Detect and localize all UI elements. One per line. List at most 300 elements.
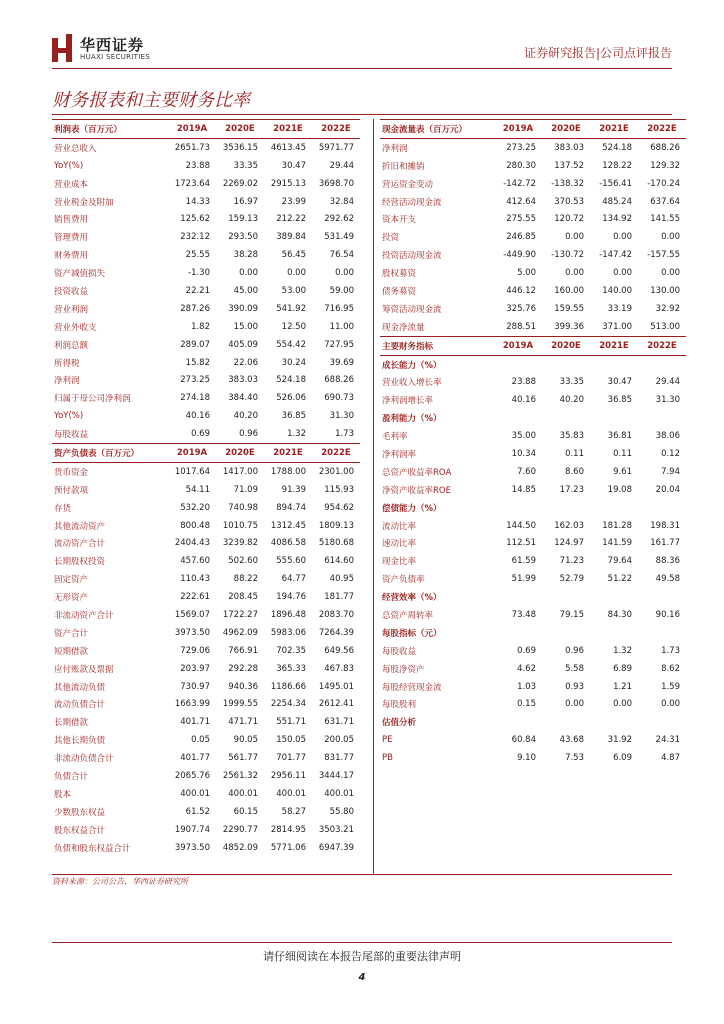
table-row (52, 534, 360, 552)
row-label: YoY(%) (54, 411, 84, 422)
table-row (52, 678, 360, 696)
cell-value: 370.53 (554, 196, 584, 207)
row-label: 其他流动负债 (54, 682, 106, 693)
cell-value: 3503.21 (318, 824, 354, 835)
cell-value: 161.77 (650, 538, 680, 549)
row-label: 营业收入增长率 (382, 378, 442, 389)
cell-value: 288.51 (506, 321, 536, 332)
row-label: 投资收益 (54, 286, 89, 297)
table-row (380, 534, 686, 552)
cell-value (638, 713, 686, 731)
cell-value: -1.30 (188, 268, 210, 279)
table-row (52, 606, 360, 624)
cell-value: 181.77 (324, 592, 354, 603)
cell-value: 5.00 (517, 268, 536, 279)
row-label: 资本开支 (382, 215, 417, 226)
cell-value: 17.23 (559, 484, 584, 495)
cell-value: 0.00 (239, 268, 258, 279)
cell-value: 729.06 (180, 645, 210, 656)
row-label: 利润表（百万元） (52, 120, 168, 139)
cell-value: 203.97 (180, 663, 210, 674)
cell-value: 467.83 (324, 663, 354, 674)
cell-value: 1.59 (661, 681, 680, 692)
row-label: 少数股东权益 (54, 807, 106, 818)
cell-value: 56.45 (281, 250, 306, 261)
cell-value: 513.00 (650, 321, 680, 332)
cell-value: 2301.00 (318, 466, 354, 477)
cell-value: 502.60 (228, 556, 258, 567)
table-row (52, 157, 360, 175)
cell-value: 30.47 (281, 160, 306, 171)
cell-value: 15.00 (233, 321, 258, 332)
table-row (380, 138, 686, 156)
row-label: 现金流量表（百万元） (380, 120, 494, 139)
cell-value: 60.15 (233, 806, 258, 817)
cell-value: 3536.15 (222, 142, 258, 153)
cell-value: 554.42 (276, 339, 306, 350)
cell-value: 740.98 (228, 502, 258, 513)
cell-value: 1.73 (661, 645, 680, 656)
cell-value: 4962.09 (222, 627, 258, 638)
cell-value: 287.26 (180, 303, 210, 314)
cell-value: 38.06 (655, 431, 680, 442)
table-row (380, 463, 686, 481)
cell-value: 40.16 (185, 411, 210, 422)
row-label: 每股收益 (54, 430, 89, 441)
cell-value: 22.06 (233, 357, 258, 368)
table-header-row (380, 120, 686, 139)
cell-value: 485.24 (602, 196, 632, 207)
cell-value (494, 588, 542, 606)
cell-value: 91.39 (281, 484, 306, 495)
legal-disclaimer: 请仔细阅读在本报告尾部的重要法律声明 (263, 950, 461, 963)
cell-value: 59.00 (329, 285, 354, 296)
row-label: 归属于母公司净利润 (54, 394, 131, 405)
cell-value: 134.92 (602, 214, 632, 225)
table-row (52, 210, 360, 228)
cell-value: 2020E (542, 120, 590, 139)
cell-value: 53.00 (281, 285, 306, 296)
cell-value: 5.58 (565, 663, 584, 674)
row-label: 速动比率 (382, 539, 417, 550)
cell-value: 129.32 (650, 160, 680, 171)
cell-value: 12.50 (281, 321, 306, 332)
table-row (380, 300, 686, 318)
cell-value: 1.03 (517, 681, 536, 692)
table-subheader-row (380, 355, 686, 373)
cell-value: 412.64 (506, 196, 536, 207)
cell-value: 52.79 (559, 574, 584, 585)
row-label: 长期股权投资 (54, 557, 106, 568)
row-label: 每股经营现金流 (382, 682, 442, 693)
row-label: 营业成本 (54, 179, 89, 190)
row-label: 净资产收益率ROE (382, 485, 451, 496)
row-label: 长期借款 (54, 718, 89, 729)
cell-value: 0.69 (191, 429, 210, 440)
cell-value: 125.62 (180, 214, 210, 225)
row-label: 财务费用 (54, 251, 89, 262)
table-bottom-divider (52, 874, 672, 875)
cell-value: 54.11 (185, 484, 210, 495)
row-label: 股本 (54, 789, 72, 800)
cell-value: 0.69 (517, 645, 536, 656)
cell-value (638, 624, 686, 642)
row-label: 营业总收入 (54, 143, 97, 154)
cell-value: 9.61 (613, 466, 632, 477)
cell-value: 5771.06 (270, 842, 306, 853)
cell-value: 293.50 (228, 232, 258, 243)
cell-value: 1186.66 (270, 681, 306, 692)
cell-value: 32.84 (329, 196, 354, 207)
row-label: 每股股利 (382, 700, 417, 711)
table-row (380, 517, 686, 535)
cell-value: 14.85 (511, 484, 536, 495)
cell-value: 389.84 (276, 232, 306, 243)
footer-divider (52, 942, 672, 943)
table-row (52, 499, 360, 517)
row-label: 固定资产 (54, 575, 89, 586)
cell-value: 0.00 (335, 268, 354, 279)
table-row (380, 660, 686, 678)
cell-value: 71.23 (559, 556, 584, 567)
table-row (52, 407, 360, 425)
table-row (380, 246, 686, 264)
table-row (52, 588, 360, 606)
cell-value: 30.47 (607, 377, 632, 388)
cell-value: 140.00 (602, 285, 632, 296)
row-label: 成长能力（%） (382, 360, 442, 371)
cell-value: 1.82 (191, 321, 210, 332)
cell-value: 365.33 (276, 663, 306, 674)
cell-value: 200.05 (324, 735, 354, 746)
cell-value (590, 588, 638, 606)
cell-value (494, 355, 542, 373)
cell-value: 0.15 (517, 699, 536, 710)
table-row (52, 642, 360, 660)
row-label: 所得税 (54, 358, 80, 369)
cell-value: 2022E (312, 120, 360, 139)
brand-name: 华西证券 (80, 36, 145, 54)
table-row (380, 678, 686, 696)
cell-value: 0.00 (613, 268, 632, 279)
row-label: 无形资产 (54, 593, 89, 604)
cell-value: -147.42 (599, 250, 632, 261)
cell-value: 64.77 (281, 574, 306, 585)
cell-value: 2022E (638, 336, 686, 355)
cell-value: 0.93 (565, 681, 584, 692)
cell-value: 2022E (638, 120, 686, 139)
cell-value (590, 713, 638, 731)
cell-value: 90.05 (233, 735, 258, 746)
row-label: 净利润 (382, 143, 408, 154)
cell-value: 2915.13 (270, 178, 306, 189)
cell-value: 14.33 (185, 196, 210, 207)
cell-value: 60.84 (511, 735, 536, 746)
cell-value: 40.20 (559, 395, 584, 406)
cell-value: -170.24 (647, 178, 680, 189)
cell-value: 212.22 (276, 214, 306, 225)
cell-value: 2019A (168, 120, 216, 139)
cell-value (638, 499, 686, 517)
cell-value: 110.43 (180, 574, 210, 585)
table-row (380, 445, 686, 463)
cell-value: 23.99 (281, 196, 306, 207)
cell-value: 2019A (494, 336, 542, 355)
cell-value: 614.60 (324, 556, 354, 567)
cell-value: 0.11 (565, 448, 584, 459)
cell-value: 40.20 (233, 411, 258, 422)
cell-value: 1788.00 (270, 466, 306, 477)
cell-value: 208.45 (228, 592, 258, 603)
row-label: 存货 (54, 503, 72, 514)
cell-value: 555.60 (276, 556, 306, 567)
cell-value: 637.64 (650, 196, 680, 207)
cell-value: 2019A (168, 444, 216, 463)
cell-value: 6.09 (613, 753, 632, 764)
cell-value: 45.00 (233, 285, 258, 296)
cell-value: 38.28 (233, 250, 258, 261)
table-header-row (52, 444, 360, 463)
cell-value: 4.62 (517, 663, 536, 674)
cell-value: 31.30 (655, 395, 680, 406)
cell-value: 2020E (216, 120, 264, 139)
table-row (52, 264, 360, 282)
cell-value: 16.97 (233, 196, 258, 207)
cell-value: 1.32 (287, 429, 306, 440)
cell-value: 1.73 (335, 429, 354, 440)
cell-value: 457.60 (180, 556, 210, 567)
table-row (52, 138, 360, 156)
table-row (52, 175, 360, 193)
cell-value: 7.53 (565, 753, 584, 764)
cell-value: 39.69 (329, 357, 354, 368)
row-label: 净利润增长率 (382, 396, 434, 407)
cell-value: 58.27 (281, 806, 306, 817)
cell-value: 36.85 (607, 395, 632, 406)
row-label: 经营效率（%） (382, 593, 442, 604)
cell-value: 292.62 (324, 214, 354, 225)
cell-value: 7.60 (517, 466, 536, 477)
cell-value: 1569.07 (174, 609, 210, 620)
table-row (52, 389, 360, 407)
cell-value: 6.89 (613, 663, 632, 674)
cell-value: 8.60 (565, 466, 584, 477)
row-label: 资产负债率 (382, 575, 425, 586)
cell-value: 4852.09 (222, 842, 258, 853)
cell-value: 43.68 (559, 735, 584, 746)
cell-value: 1.21 (613, 681, 632, 692)
table-row (380, 427, 686, 445)
row-label: 现金比率 (382, 557, 417, 568)
cell-value: 141.55 (650, 214, 680, 225)
cell-value: 1663.99 (174, 699, 210, 710)
cell-value: 150.05 (276, 735, 306, 746)
cell-value: 3444.17 (318, 771, 354, 781)
cell-value: 2020E (542, 336, 590, 355)
cell-value: 0.00 (661, 232, 680, 243)
row-label: 每股指标（元） (382, 628, 442, 639)
cell-value: 1809.13 (318, 520, 354, 531)
table-row (380, 264, 686, 282)
table-row (52, 246, 360, 264)
table-row (52, 749, 360, 767)
cell-value: 159.13 (228, 214, 258, 225)
cell-value: 2021E (264, 120, 312, 139)
table-subheader-row (380, 409, 686, 427)
cell-value: 51.22 (607, 574, 632, 585)
cell-value (590, 355, 638, 373)
cell-value: 6947.39 (318, 842, 354, 853)
cell-value: 8.62 (661, 663, 680, 674)
cell-value: 399.36 (554, 321, 584, 332)
cell-value (590, 409, 638, 427)
table-row (380, 552, 686, 570)
cell-value: 79.15 (559, 609, 584, 620)
cell-value: 702.35 (276, 645, 306, 656)
cell-value: 35.00 (511, 431, 536, 442)
cell-value: 954.62 (324, 502, 354, 513)
table-row (52, 767, 360, 785)
row-label: 应付账款及票据 (54, 664, 114, 675)
row-label: 销售费用 (54, 215, 89, 226)
table-row (52, 821, 360, 839)
page-number: 4 (358, 972, 366, 983)
cell-value: 15.82 (185, 357, 210, 368)
cell-value: 35.83 (559, 431, 584, 442)
cell-value: 716.95 (324, 303, 354, 314)
cell-value (494, 713, 542, 731)
row-label: 净利润率 (382, 449, 417, 460)
cell-value: 831.77 (324, 753, 354, 764)
row-label: 短期借款 (54, 646, 89, 657)
cell-value: 2021E (590, 336, 638, 355)
cell-value: -138.32 (551, 178, 584, 189)
row-label: 每股净资产 (382, 664, 425, 675)
cell-value: 1.32 (613, 645, 632, 656)
cell-value: 5983.06 (270, 627, 306, 638)
cell-value: 0.00 (661, 268, 680, 279)
table-row (52, 336, 360, 354)
cell-value: 0.96 (239, 429, 258, 440)
cell-value: 181.28 (602, 520, 632, 531)
cell-value: 2814.95 (270, 824, 306, 835)
cell-value: 130.00 (650, 285, 680, 296)
table-row (380, 193, 686, 211)
cell-value: 115.93 (324, 484, 354, 495)
cell-value (542, 409, 590, 427)
row-label: 管理费用 (54, 233, 89, 244)
cell-value: 688.26 (650, 142, 680, 153)
cell-value: 198.31 (650, 520, 680, 531)
row-label: 现金净流量 (382, 322, 425, 333)
cell-value: 2254.34 (270, 699, 306, 710)
cell-value: 273.25 (506, 142, 536, 153)
cell-value: 36.85 (281, 411, 306, 422)
row-label: 主要财务指标 (380, 336, 494, 355)
cell-value: 400.01 (276, 788, 306, 799)
cell-value: 88.22 (233, 574, 258, 585)
table-row (380, 373, 686, 391)
row-label: 资产合计 (54, 628, 89, 639)
cell-value: 289.07 (180, 339, 210, 350)
cell-value: 1999.55 (222, 699, 258, 710)
cell-value: 31.30 (329, 411, 354, 422)
cell-value: 400.01 (180, 788, 210, 799)
table-row (52, 193, 360, 211)
cell-value: 88.36 (655, 556, 680, 567)
cell-value: 0.96 (565, 645, 584, 656)
cell-value: 144.50 (506, 520, 536, 531)
cell-value: 76.54 (329, 250, 354, 261)
table-row (380, 175, 686, 193)
table-header-row (380, 336, 686, 355)
cell-value: -142.72 (503, 178, 536, 189)
cell-value: 292.28 (228, 663, 258, 674)
cell-value: 730.97 (180, 681, 210, 692)
cell-value: 471.71 (228, 717, 258, 728)
cell-value: 0.00 (565, 699, 584, 710)
cell-value: 0.00 (565, 232, 584, 243)
cell-value: 3973.50 (174, 842, 210, 853)
cell-value: 84.30 (607, 609, 632, 620)
row-label: YoY(%) (54, 160, 84, 171)
cell-value: -130.72 (551, 250, 584, 261)
cell-value: 232.12 (180, 232, 210, 243)
table-row (380, 282, 686, 300)
cell-value: 280.30 (506, 160, 536, 171)
cell-value: 1312.45 (270, 520, 306, 531)
cell-value: 383.03 (228, 375, 258, 386)
row-label: 净利润 (54, 376, 80, 387)
header-divider (52, 68, 672, 69)
table-row (380, 731, 686, 749)
cell-value (590, 499, 638, 517)
brand-name-english: HUAXI SECURITIES (80, 53, 151, 61)
row-label: 非流动负债合计 (54, 754, 114, 765)
table-row (380, 749, 686, 767)
table-row (52, 624, 360, 642)
page-header (0, 0, 724, 70)
cell-value: 24.31 (655, 735, 680, 746)
table-row (52, 839, 360, 857)
cell-value: 446.12 (506, 285, 536, 296)
row-label: 其他长期负债 (54, 736, 106, 747)
cell-value: 532.20 (180, 502, 210, 513)
cell-value: -156.41 (599, 178, 632, 189)
row-label: 毛利率 (382, 432, 408, 443)
cell-value: 22.21 (185, 285, 210, 296)
cell-value: 940.36 (228, 681, 258, 692)
source-note: 资料来源：公司公告，华西证券研究所 (52, 877, 188, 886)
cell-value: 274.18 (180, 393, 210, 404)
cell-value: 36.81 (607, 431, 632, 442)
row-label: 资产减值损失 (54, 269, 106, 280)
cell-value: 2065.76 (174, 771, 210, 781)
cell-value: 25.55 (185, 250, 210, 261)
row-label: 其他流动资产 (54, 521, 106, 532)
cell-value: 2651.73 (174, 142, 210, 153)
cell-value: 1017.64 (174, 466, 210, 477)
cell-value: 325.76 (506, 303, 536, 314)
cell-value: 1722.27 (222, 609, 258, 620)
cell-value: 383.03 (554, 142, 584, 153)
cell-value: 11.00 (329, 321, 354, 332)
row-label: 营运资金变动 (382, 179, 434, 190)
cell-value: 71.09 (233, 484, 258, 495)
cell-value: 4.87 (661, 753, 680, 764)
cell-value: 23.88 (185, 160, 210, 171)
cell-value: 384.40 (228, 393, 258, 404)
